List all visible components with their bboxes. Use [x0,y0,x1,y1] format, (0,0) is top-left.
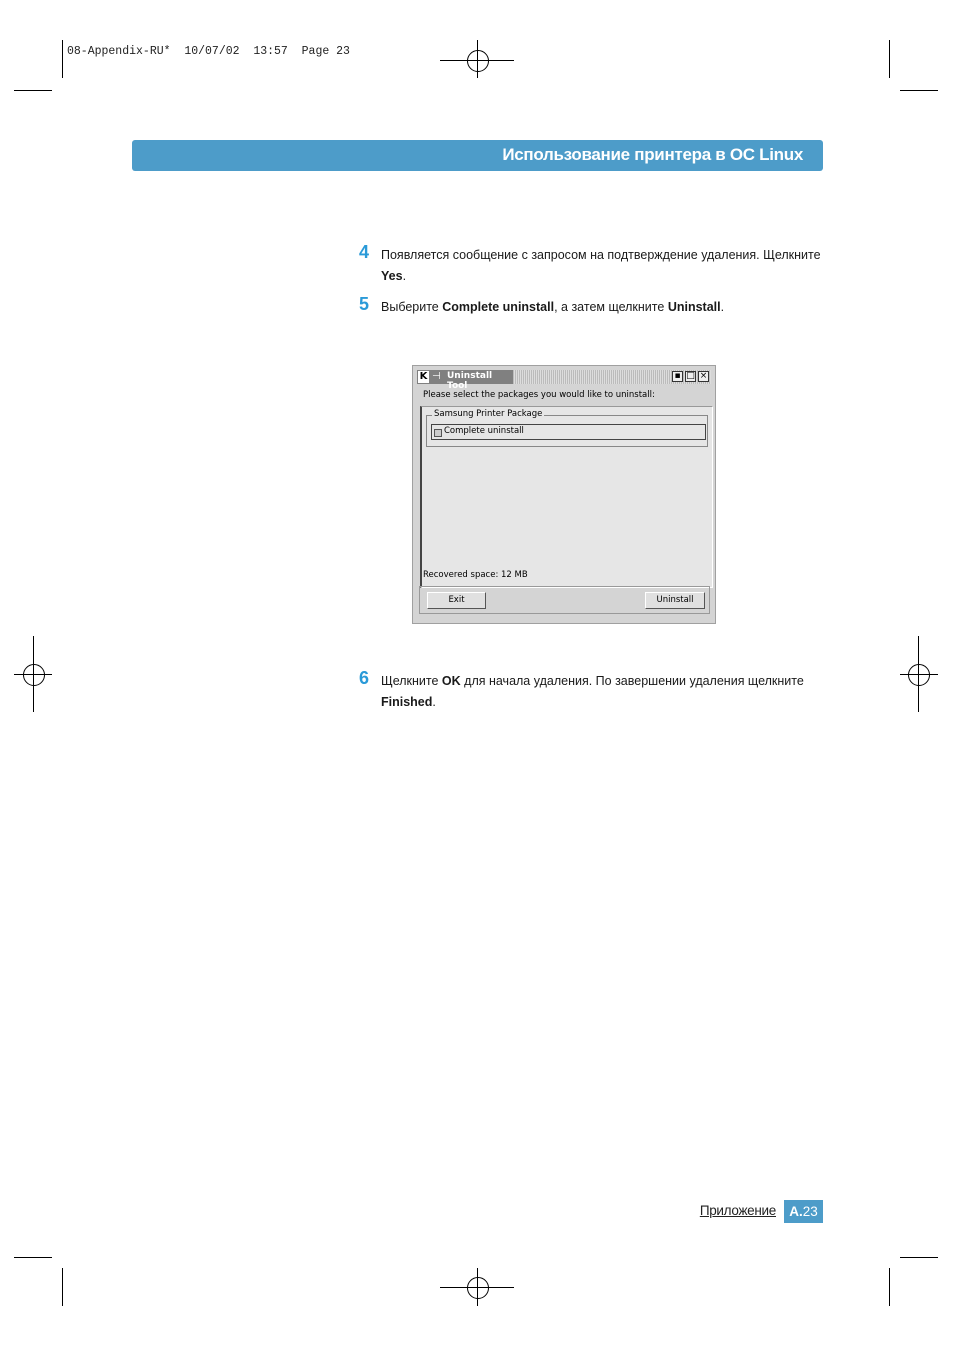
group-label: Samsung Printer Package [434,409,543,419]
footer-section-label: Приложение [699,1203,776,1218]
crop-mark [900,90,938,91]
step-number: 4 [359,242,370,262]
step-text: Щелкните OK для начала удаления. По завершении удаления щелкните Finished. [381,674,804,709]
step-6 [359,668,829,713]
section-title: Использование принтера в ОС Linux [502,145,803,164]
package-checkbox[interactable] [434,429,442,437]
exit-button[interactable]: Exit [427,592,486,609]
pin-icon[interactable]: ⊣ [432,371,441,382]
print-slug: 08-Appendix-RU* 10/07/02 13:57 Page 23 [67,45,350,58]
section-header-bar [132,140,823,171]
window-titlebar [417,370,711,391]
step-number: 6 [359,668,370,688]
crop-mark [62,1268,63,1306]
package-group [426,409,708,447]
k-icon[interactable]: K [419,371,428,382]
step-5 [359,294,829,318]
crop-mark [14,90,52,91]
crop-mark [889,1268,890,1306]
package-label: Complete uninstall [444,426,524,436]
crop-mark [889,40,890,78]
window-prompt: Please select the packages you would like to uninstall: [423,390,655,400]
crop-mark [62,40,63,78]
crop-mark [14,1257,52,1258]
step-text: Появляется сообщение с запросом на подтверждение удаления. Щелкните Yes. [381,248,821,283]
package-panel [420,406,713,588]
uninstall-button[interactable]: Uninstall [645,592,705,609]
maximize-icon[interactable]: □ [686,371,695,381]
window-title: Uninstall Tool [447,371,493,391]
minimize-icon[interactable]: ▪ [672,371,683,382]
crop-mark [900,1257,938,1258]
package-item-complete-uninstall[interactable] [431,424,706,440]
step-4 [359,242,829,287]
step-number: 5 [359,294,370,314]
recovered-space: Recovered space: 12 MB [423,570,528,580]
button-bar [419,586,710,614]
step-text: Выберите Complete uninstall, а затем щелкните Uninstall. [381,300,725,314]
uninstall-tool-window [412,365,716,624]
page-number-badge: A.23 [784,1200,823,1223]
close-icon[interactable]: × [699,371,708,381]
